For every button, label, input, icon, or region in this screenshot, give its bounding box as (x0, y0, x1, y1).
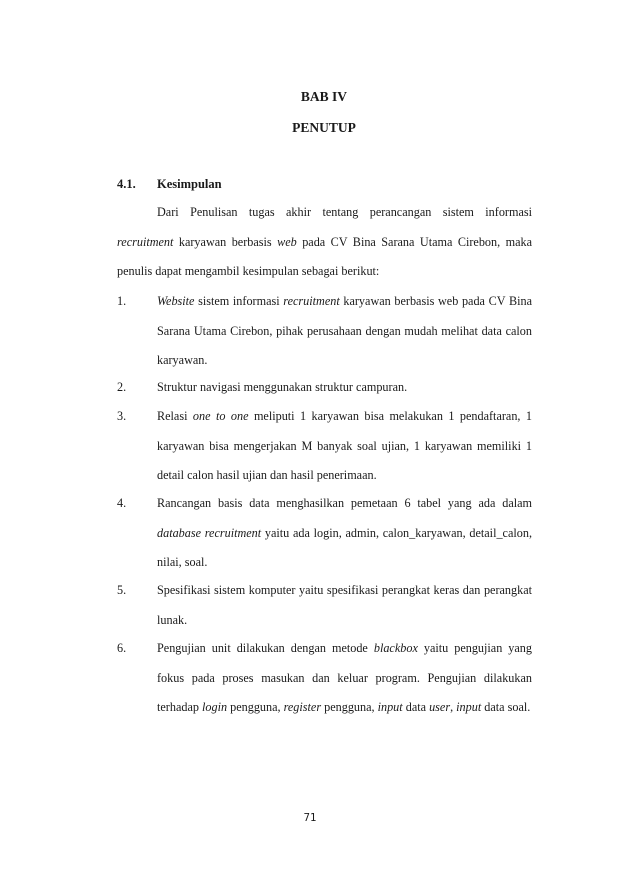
item-text: Relasi (157, 409, 193, 423)
item-text: karyawan berbasis web pada CV Bina Sarana Utama Cirebon, pihak perusahaan dengan mudah melihat data calon karyawan. (157, 294, 532, 367)
item-text: sistem informasi (194, 294, 284, 308)
item-text: Pengujian unit dilakukan dengan metode (157, 641, 374, 655)
item-text: yaitu ada login, admin, calon_karyawan, detail_calon, nilai, soal. (157, 525, 532, 569)
item-text: , (450, 700, 457, 714)
list-item-text (157, 287, 532, 376)
list-item-text (157, 402, 532, 491)
section-heading (117, 177, 222, 192)
list-item-number: 3. (117, 409, 127, 423)
item-text: pengguna, (227, 700, 284, 714)
page-number: 71 (303, 812, 317, 824)
term-input: input (377, 700, 403, 714)
term-one-to-one: one to one (192, 409, 249, 423)
item-text: data soal. (481, 700, 531, 714)
list-item-text: Spesifikasi sistem komputer yaitu spesifikasi perangkat keras dan perangkat lunak. (157, 583, 532, 627)
intro-text-1: Dari Penulisan tugas akhir tentang perancangan sistem informasi (157, 205, 532, 219)
intro-paragraph (117, 198, 532, 287)
list-item-number: 2. (117, 380, 127, 394)
intro-term-web: web (277, 234, 297, 249)
item-text: Rancangan basis data menghasilkan pemetaan 6 tabel yang ada dalam (157, 496, 532, 510)
list-item-text (157, 489, 532, 578)
chapter-title: PENUTUP (292, 120, 356, 135)
chapter-label: BAB IV (300, 89, 348, 104)
item-text: data (402, 700, 430, 714)
term-blackbox: blackbox (373, 641, 418, 655)
list-item-text (157, 634, 532, 723)
term-database-recruitment: database recruitment (157, 525, 262, 540)
term-recruitment: recruitment (283, 294, 340, 308)
item-text: pengguna, (321, 700, 378, 714)
term-login: login (202, 700, 228, 714)
item-text: meliputi 1 karyawan bisa melakukan 1 pendaftaran, 1 karyawan bisa mengerjakan M banyak soal ujian, 1 karyawan memiliki 1 detail calon hasil ujian dan hasil penerimaan. (157, 409, 533, 482)
term-user: user (429, 700, 451, 714)
intro-text-3: pada CV Bina Sarana Utama Cirebon, maka penulis dapat mengambil kesimpulan sebagai berikut: (117, 234, 532, 278)
list-item-number: 4. (117, 496, 127, 510)
intro-term-recruitment: recruitment (117, 234, 174, 249)
list-item-number: 5. (117, 583, 127, 597)
term-input: input (456, 700, 482, 714)
list-item-number: 6. (117, 641, 127, 655)
section-number: 4.1. (117, 177, 136, 191)
section-title: Kesimpulan (157, 177, 222, 191)
list-item-number: 1. (117, 294, 127, 308)
list-item-text: Struktur navigasi menggunakan struktur campuran. (157, 380, 408, 394)
term-register: register (283, 700, 322, 714)
item-text: yaitu pengujian yang fokus pada proses masukan dan keluar program. Pengujian dilakukan terhadap (157, 641, 532, 714)
intro-text-2: karyawan berbasis (173, 234, 278, 249)
term-website: Website (157, 294, 195, 308)
